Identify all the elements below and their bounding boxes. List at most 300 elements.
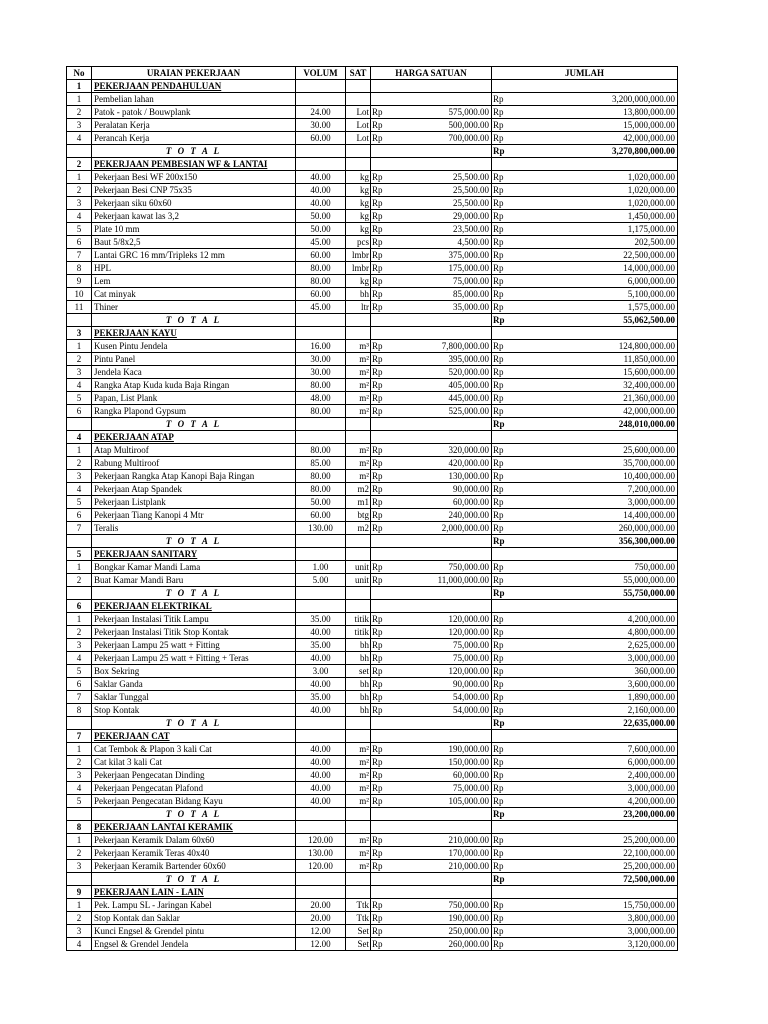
item-amount: 1,020,000.00 [512,184,678,197]
item-number: 2 [67,184,92,197]
total-row [67,587,678,600]
item-number: 2 [67,756,92,769]
item-unit-price: 90,000.00 [391,678,492,691]
empty-cell [296,535,346,548]
item-amount: 42,000,000.00 [512,132,678,145]
empty-cell [346,431,371,444]
section-header-row [67,821,678,834]
empty-cell [296,873,346,886]
empty-cell [296,418,346,431]
item-description: Teralis [92,522,296,535]
price-currency: Rp [371,574,391,587]
empty-cell [346,548,371,561]
empty-cell [346,145,371,158]
item-unit: unit [346,561,371,574]
empty-cell [296,587,346,600]
item-volume: 50.00 [296,210,346,223]
total-currency: Rp [492,418,512,431]
total-row [67,145,678,158]
section-number: 6 [67,600,92,613]
item-description: Pek. Lampu SL - Jaringan Kabel [92,899,296,912]
item-number: 2 [67,353,92,366]
section-title: PEKERJAAN ELEKTRIKAL [92,600,296,613]
item-amount: 55,000,000.00 [512,574,678,587]
item-description: Rabung Multiroof [92,457,296,470]
total-label: T O T A L [92,535,296,548]
item-amount: 3,000,000.00 [512,925,678,938]
item-number: 11 [67,301,92,314]
empty-cell [296,808,346,821]
empty-cell [346,80,371,93]
item-unit: m² [346,366,371,379]
total-label: T O T A L [92,314,296,327]
item-description: Kusen Pintu Jendela [92,340,296,353]
empty-cell [492,886,678,899]
item-number: 2 [67,847,92,860]
item-volume: 30.00 [296,366,346,379]
item-unit: bh [346,691,371,704]
empty-cell [346,730,371,743]
total-label: T O T A L [92,873,296,886]
item-unit-price: 25,500.00 [391,171,492,184]
empty-cell [371,600,492,613]
item-amount: 15,000,000.00 [512,119,678,132]
item-unit-price: 750,000.00 [391,899,492,912]
item-number: 5 [67,496,92,509]
item-number: 3 [67,197,92,210]
empty-cell [296,145,346,158]
price-currency: Rp [371,249,391,262]
price-currency: Rp [371,470,391,483]
item-amount: 3,120,000.00 [512,938,678,951]
item-amount: 1,020,000.00 [512,171,678,184]
header-uraian: URAIAN PEKERJAAN [92,67,296,80]
table-row [67,561,678,574]
empty-cell [346,600,371,613]
item-description: Bongkar Kamar Mandi Lama [92,561,296,574]
amount-currency: Rp [492,405,512,418]
amount-currency: Rp [492,392,512,405]
item-volume: 40.00 [296,704,346,717]
table-row [67,860,678,873]
table-row [67,574,678,587]
amount-currency: Rp [492,210,512,223]
item-volume: 40.00 [296,626,346,639]
price-currency: Rp [371,288,391,301]
item-amount: 4,200,000.00 [512,795,678,808]
item-amount: 6,000,000.00 [512,756,678,769]
item-description: Baut 5/8x2,5 [92,236,296,249]
table-row [67,756,678,769]
empty-cell [346,717,371,730]
item-amount: 360,000.00 [512,665,678,678]
section-number: 3 [67,327,92,340]
item-number: 4 [67,938,92,951]
item-unit: titik [346,613,371,626]
empty-cell [346,535,371,548]
item-volume: 80.00 [296,483,346,496]
item-volume: 3.00 [296,665,346,678]
item-description: Pekerjaan Pengecatan Dinding [92,769,296,782]
item-amount: 750,000.00 [512,561,678,574]
amount-currency: Rp [492,782,512,795]
item-volume: 60.00 [296,288,346,301]
total-currency: Rp [492,873,512,886]
empty-cell [67,418,92,431]
empty-cell [67,587,92,600]
table-row [67,782,678,795]
empty-cell [296,80,346,93]
table-row [67,483,678,496]
table-row [67,457,678,470]
empty-cell [296,158,346,171]
table-row [67,899,678,912]
item-volume: 1.00 [296,561,346,574]
item-unit: Ttk [346,912,371,925]
table-row [67,678,678,691]
item-volume: 80.00 [296,444,346,457]
item-amount: 4,200,000.00 [512,613,678,626]
item-description: Cat kilat 3 kali Cat [92,756,296,769]
price-currency: Rp [371,769,391,782]
item-amount: 1,175,000.00 [512,223,678,236]
item-unit: m² [346,769,371,782]
price-currency: Rp [371,405,391,418]
amount-currency: Rp [492,223,512,236]
item-number: 3 [67,639,92,652]
empty-cell [296,730,346,743]
item-description: Rangka Plapond Gypsum [92,405,296,418]
price-currency: Rp [371,691,391,704]
amount-currency: Rp [492,522,512,535]
empty-cell [371,80,492,93]
item-unit-price: 23,500.00 [391,223,492,236]
item-amount: 124,800,000.00 [512,340,678,353]
item-amount: 10,400,000.00 [512,470,678,483]
item-unit-price [391,93,492,106]
section-total: 72,500,000.00 [512,873,678,886]
item-number: 1 [67,834,92,847]
amount-currency: Rp [492,106,512,119]
item-volume: 40.00 [296,795,346,808]
table-row [67,119,678,132]
table-row [67,171,678,184]
table-row [67,613,678,626]
table-row [67,496,678,509]
item-unit: m² [346,392,371,405]
item-unit-price: 120,000.00 [391,613,492,626]
item-volume: 80.00 [296,470,346,483]
item-unit: m² [346,847,371,860]
section-title: PEKERJAAN SANITARY [92,548,296,561]
item-description: Peralatan Kerja [92,119,296,132]
item-unit-price: 250,000.00 [391,925,492,938]
item-description: Cat Tembok & Plapon 3 kali Cat [92,743,296,756]
item-volume: 60.00 [296,132,346,145]
price-currency: Rp [371,197,391,210]
item-unit: bh [346,678,371,691]
empty-cell [371,587,492,600]
item-number: 5 [67,223,92,236]
item-volume: 40.00 [296,184,346,197]
item-unit-price: 75,000.00 [391,275,492,288]
empty-cell [346,418,371,431]
header-sat: SAT [346,67,371,80]
item-unit: lmbr [346,262,371,275]
section-number: 1 [67,80,92,93]
price-currency: Rp [371,353,391,366]
item-amount: 21,360,000.00 [512,392,678,405]
section-title: PEKERJAAN KAYU [92,327,296,340]
section-number: 8 [67,821,92,834]
item-unit: m² [346,782,371,795]
item-unit-price: 120,000.00 [391,626,492,639]
table-row [67,509,678,522]
amount-currency: Rp [492,743,512,756]
empty-cell [346,886,371,899]
total-row [67,535,678,548]
item-number: 4 [67,132,92,145]
price-currency: Rp [371,925,391,938]
item-description: Atap Multiroof [92,444,296,457]
table-row [67,301,678,314]
item-unit-price: 190,000.00 [391,743,492,756]
item-volume: 130.00 [296,847,346,860]
empty-cell [296,886,346,899]
empty-cell [346,158,371,171]
header-volum: VOLUM [296,67,346,80]
table-row [67,912,678,925]
item-description: Pekerjaan Instalasi Titik Stop Kontak [92,626,296,639]
section-number: 2 [67,158,92,171]
item-amount: 25,600,000.00 [512,444,678,457]
item-unit-price: 500,000.00 [391,119,492,132]
item-unit-price: 320,000.00 [391,444,492,457]
amount-currency: Rp [492,262,512,275]
item-unit-price: 525,000.00 [391,405,492,418]
price-currency: Rp [371,860,391,873]
item-number: 9 [67,275,92,288]
item-unit-price: 11,000,000.00 [391,574,492,587]
price-currency: Rp [371,795,391,808]
price-currency: Rp [371,756,391,769]
item-volume: 20.00 [296,912,346,925]
item-unit [346,93,371,106]
item-volume: 60.00 [296,509,346,522]
empty-cell [371,717,492,730]
item-description: Patok - patok / Bouwplank [92,106,296,119]
item-amount: 6,000,000.00 [512,275,678,288]
price-currency: Rp [371,132,391,145]
price-currency: Rp [371,366,391,379]
empty-cell [492,548,678,561]
item-number: 6 [67,236,92,249]
item-number: 1 [67,899,92,912]
item-unit: kg [346,223,371,236]
empty-cell [67,145,92,158]
total-row [67,717,678,730]
item-number: 3 [67,470,92,483]
item-amount: 3,000,000.00 [512,652,678,665]
item-unit-price: 25,500.00 [391,184,492,197]
item-amount: 2,160,000.00 [512,704,678,717]
amount-currency: Rp [492,444,512,457]
empty-cell [371,535,492,548]
table-row [67,704,678,717]
item-unit: Lot [346,106,371,119]
item-description: Kunci Engsel & Grendel pintu [92,925,296,938]
item-amount: 25,200,000.00 [512,834,678,847]
price-currency: Rp [371,626,391,639]
item-unit: m² [346,353,371,366]
cost-estimate-table [66,66,678,951]
amount-currency: Rp [492,379,512,392]
empty-cell [492,158,678,171]
price-currency: Rp [371,171,391,184]
empty-cell [371,808,492,821]
table-row [67,210,678,223]
item-number: 1 [67,93,92,106]
table-row [67,847,678,860]
item-unit-price: 395,000.00 [391,353,492,366]
total-currency: Rp [492,314,512,327]
item-volume: 40.00 [296,743,346,756]
item-unit-price: 260,000.00 [391,938,492,951]
item-unit: Set [346,925,371,938]
section-header-row [67,431,678,444]
item-unit: m² [346,405,371,418]
empty-cell [371,873,492,886]
empty-cell [371,418,492,431]
item-description: Pekerjaan Rangka Atap Kanopi Baja Ringan [92,470,296,483]
empty-cell [346,821,371,834]
item-number: 2 [67,106,92,119]
table-row [67,275,678,288]
item-unit-price: 4,500.00 [391,236,492,249]
amount-currency: Rp [492,613,512,626]
section-title: PEKERJAAN CAT [92,730,296,743]
item-volume: 80.00 [296,275,346,288]
item-unit: Lot [346,132,371,145]
amount-currency: Rp [492,834,512,847]
item-amount: 25,200,000.00 [512,860,678,873]
price-currency: Rp [371,834,391,847]
item-unit: m² [346,379,371,392]
empty-cell [492,730,678,743]
amount-currency: Rp [492,119,512,132]
item-description: Rangka Atap Kuda kuda Baja Ringan [92,379,296,392]
header-harga-satuan: HARGA SATUAN [371,67,492,80]
section-title: PEKERJAAN LANTAI KERAMIK [92,821,296,834]
price-currency: Rp [371,379,391,392]
item-number: 5 [67,392,92,405]
amount-currency: Rp [492,275,512,288]
table-row [67,132,678,145]
item-unit: titik [346,626,371,639]
section-number: 5 [67,548,92,561]
item-unit: m² [346,743,371,756]
section-header-row [67,327,678,340]
section-total: 55,062,500.00 [512,314,678,327]
item-number: 7 [67,249,92,262]
price-currency: Rp [371,106,391,119]
total-currency: Rp [492,717,512,730]
item-volume: 20.00 [296,899,346,912]
price-currency: Rp [371,847,391,860]
item-description: Box Sekring [92,665,296,678]
amount-currency: Rp [492,665,512,678]
item-number: 4 [67,483,92,496]
table-row [67,93,678,106]
amount-currency: Rp [492,509,512,522]
item-unit: m² [346,457,371,470]
item-unit: bh [346,639,371,652]
item-description: HPL [92,262,296,275]
item-number: 2 [67,574,92,587]
total-label: T O T A L [92,717,296,730]
item-unit-price: 420,000.00 [391,457,492,470]
item-description: Engsel & Grendel Jendela [92,938,296,951]
item-amount: 11,850,000.00 [512,353,678,366]
item-number: 2 [67,912,92,925]
total-currency: Rp [492,535,512,548]
item-number: 4 [67,652,92,665]
amount-currency: Rp [492,769,512,782]
table-row [67,626,678,639]
item-description: Lem [92,275,296,288]
item-amount: 1,450,000.00 [512,210,678,223]
total-currency: Rp [492,145,512,158]
item-unit-price: 210,000.00 [391,860,492,873]
item-volume: 35.00 [296,639,346,652]
item-unit-price: 2,000,000.00 [391,522,492,535]
item-unit-price: 60,000.00 [391,769,492,782]
item-amount: 15,600,000.00 [512,366,678,379]
table-row [67,795,678,808]
item-amount: 3,000,000.00 [512,496,678,509]
item-description: Pekerjaan Tiang Kanopi 4 Mtr [92,509,296,522]
total-row [67,873,678,886]
item-volume: 85.00 [296,457,346,470]
item-description: Cat minyak [92,288,296,301]
empty-cell [67,717,92,730]
item-unit: m² [346,795,371,808]
empty-cell [371,730,492,743]
table-row [67,106,678,119]
empty-cell [346,587,371,600]
section-title: PEKERJAAN LAIN - LAIN [92,886,296,899]
amount-currency: Rp [492,132,512,145]
item-number: 3 [67,366,92,379]
table-row [67,444,678,457]
table-row [67,470,678,483]
item-unit: m² [346,444,371,457]
item-amount: 15,750,000.00 [512,899,678,912]
table-row [67,938,678,951]
item-unit-price: 445,000.00 [391,392,492,405]
empty-cell [371,548,492,561]
item-description: Thiner [92,301,296,314]
empty-cell [492,431,678,444]
price-currency: Rp [371,652,391,665]
total-label: T O T A L [92,587,296,600]
item-unit-price: 85,000.00 [391,288,492,301]
item-unit: bh [346,288,371,301]
item-number: 3 [67,119,92,132]
item-number: 1 [67,561,92,574]
price-currency: Rp [371,899,391,912]
price-currency: Rp [371,392,391,405]
